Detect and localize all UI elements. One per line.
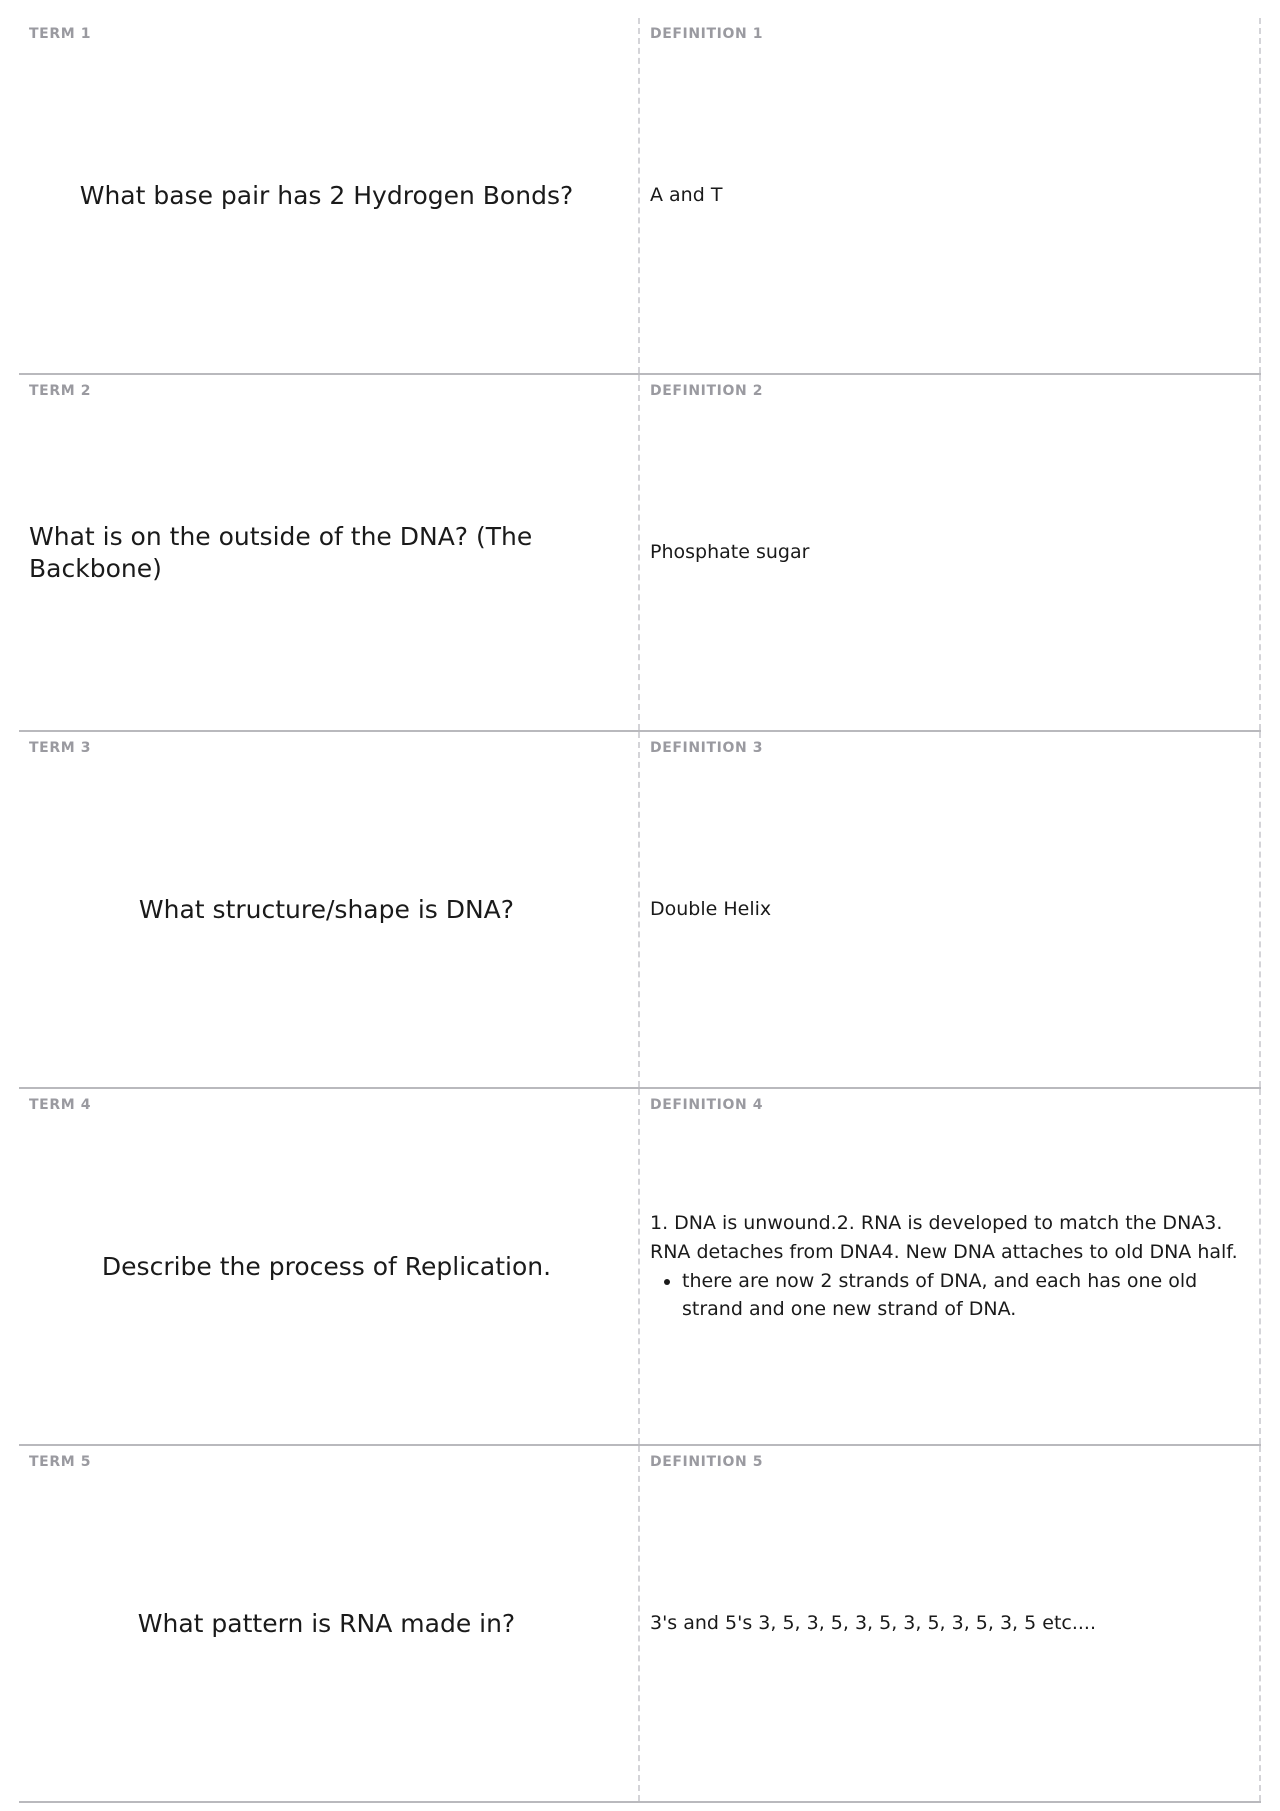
definition-label: DEFINITION 3: [650, 740, 764, 756]
term-text: What pattern is RNA made in?: [137, 1608, 516, 1638]
definition-cell-1: [640, 18, 1261, 373]
definition-cell-3: [640, 732, 1261, 1087]
flashcard-sheet: [19, 18, 1261, 1794]
definition-cell-4: [640, 1089, 1261, 1444]
term-cell-1: [19, 18, 640, 373]
term-cell-5: [19, 1446, 640, 1801]
term-cell-3: [19, 732, 640, 1087]
term-text: Describe the process of Replication.: [101, 1251, 552, 1281]
flashcard-row-2: [19, 375, 1261, 732]
flashcard-row-5: [19, 1446, 1261, 1803]
term-label: TERM 5: [29, 1454, 92, 1470]
definition-text: 3's and 5's 3, 5, 3, 5, 3, 5, 3, 5, 3, 5, 3, 5 etc....: [650, 1612, 1096, 1635]
term-label: TERM 3: [29, 740, 92, 756]
definition-text-container: [650, 375, 1247, 730]
definition-text-container: [650, 18, 1247, 373]
term-cell-4: [19, 1089, 640, 1444]
definition-bullet-list: [650, 1267, 1247, 1325]
term-cell-2: [19, 375, 640, 730]
definition-label: DEFINITION 2: [650, 383, 764, 399]
flashcard-row-3: [19, 732, 1261, 1089]
definition-label: DEFINITION 4: [650, 1097, 764, 1113]
definition-text-container: [650, 732, 1247, 1087]
definition-text: Phosphate sugar: [650, 541, 810, 564]
definition-bullet-item: • there are now 2 strands of DNA, and each has one old strand and one new strand of DNA.: [682, 1267, 1247, 1325]
term-text: What structure/shape is DNA?: [138, 894, 515, 924]
flashcard-row-1: [19, 18, 1261, 375]
definition-text-container: [650, 1446, 1247, 1801]
term-text: What is on the outside of the DNA? (The Backbone): [29, 522, 533, 583]
definition-label: DEFINITION 5: [650, 1454, 764, 1470]
term-label: TERM 4: [29, 1097, 92, 1113]
definition-cell-2: [640, 375, 1261, 730]
term-label: TERM 1: [29, 26, 92, 42]
definition-text: Double Helix: [650, 898, 772, 921]
definition-text: A and T: [650, 184, 723, 207]
term-label: TERM 2: [29, 383, 92, 399]
definition-label: DEFINITION 1: [650, 26, 764, 42]
definition-text: 1. DNA is unwound.2. RNA is developed to match the DNA3. RNA detaches from DNA4. New DNA attaches to old DNA half.: [650, 1211, 1238, 1263]
flashcard-row-4: [19, 1089, 1261, 1446]
definition-cell-5: [640, 1446, 1261, 1801]
definition-text-container: [650, 1089, 1247, 1444]
term-text: What base pair has 2 Hydrogen Bonds?: [79, 180, 574, 210]
